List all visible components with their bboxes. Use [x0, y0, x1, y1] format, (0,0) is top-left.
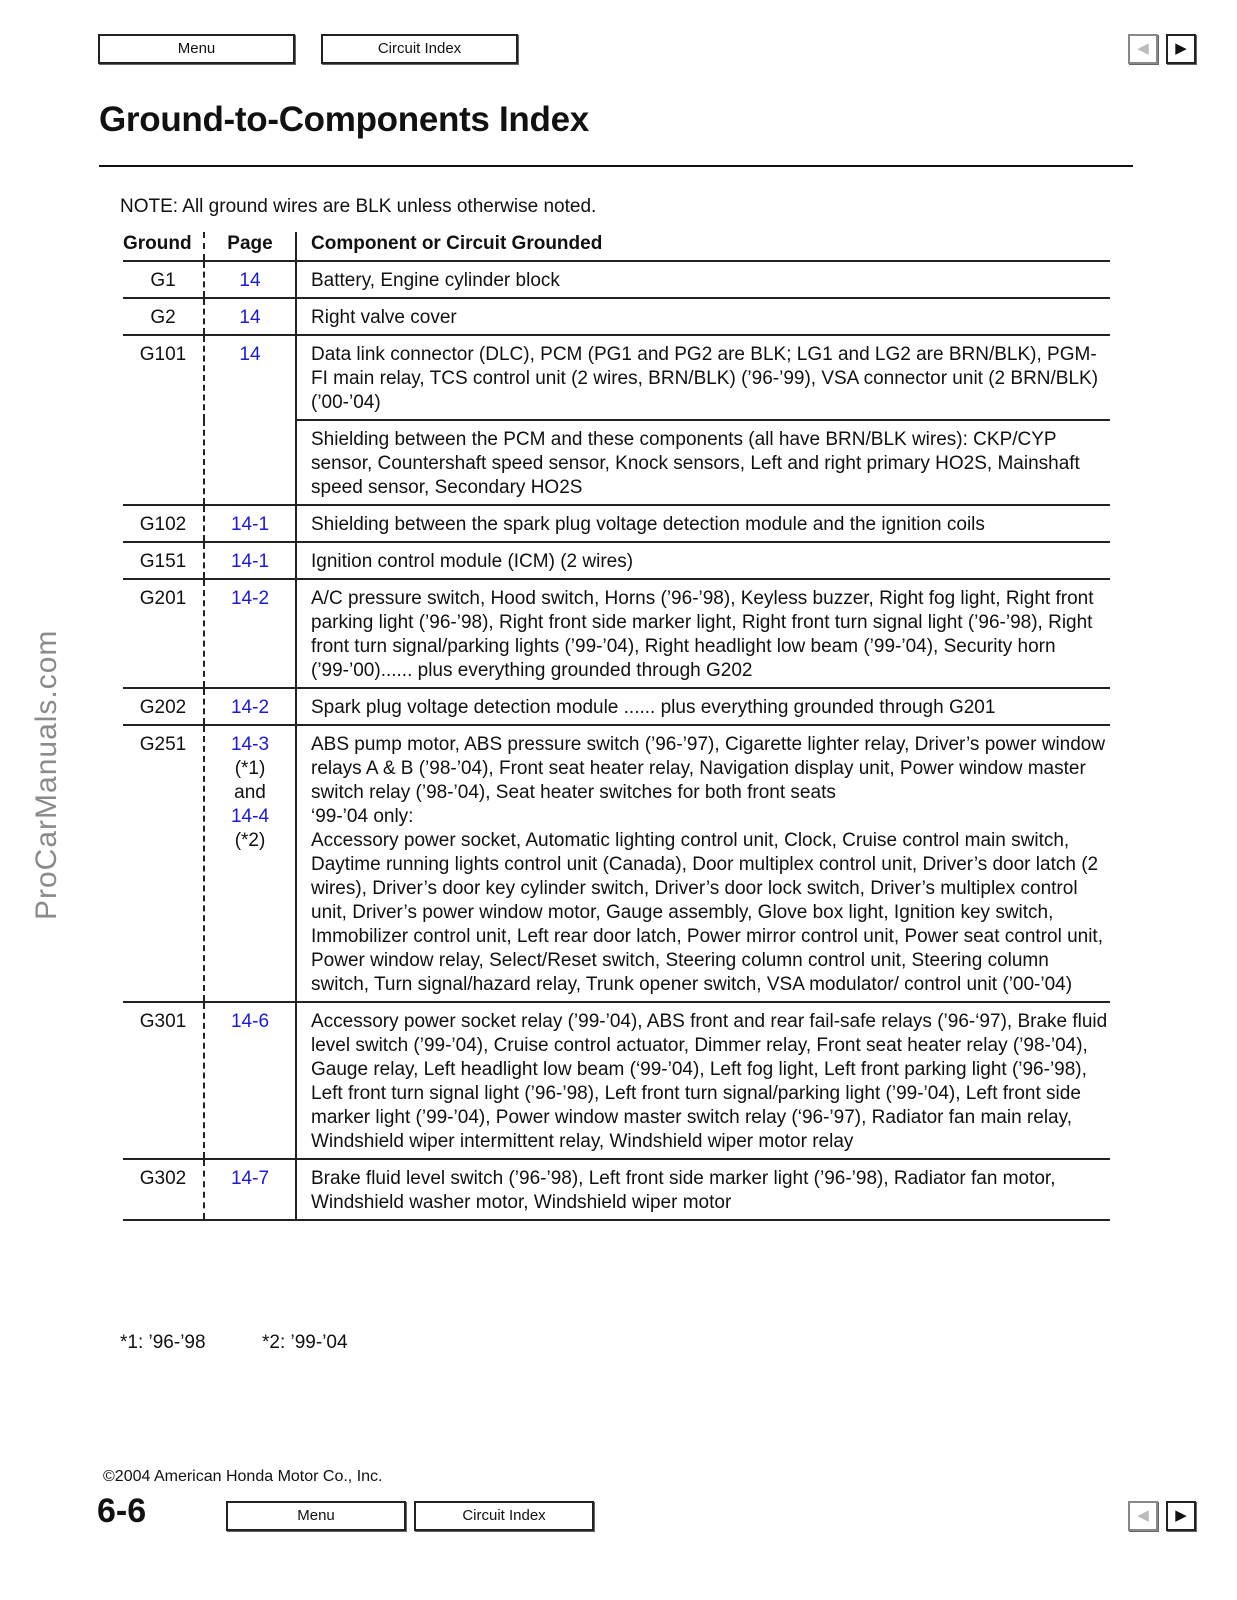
page-cell [204, 1159, 296, 1220]
table-row [123, 542, 1110, 579]
components-cell: Spark plug voltage detection module ...... plus everything grounded through G201 [296, 688, 1110, 725]
components-cell: Shielding between the PCM and these components (all have BRN/BLK wires): CKP/CYP sensor, Countershaft speed sensor, Knock sensors, Left and right primary HO2S, Mainshaft speed sensor, Secondary HO2S [296, 420, 1110, 505]
prev-page-icon-top[interactable]: ◀ [1128, 34, 1158, 64]
table-row [123, 505, 1110, 542]
page-cell [204, 725, 296, 1002]
title-divider [99, 165, 1133, 167]
note-text: NOTE: All ground wires are BLK unless otherwise noted. [120, 196, 597, 217]
components-cell: Brake fluid level switch (’96-’98), Left front side marker light (’96-’98), Radiator fan motor, Windshield washer motor, Windshield wiper motor [296, 1159, 1110, 1220]
ground-id: G251 [123, 725, 204, 1002]
table-row [123, 725, 1110, 1002]
page-link[interactable]: 14-3 [230, 734, 270, 755]
next-page-icon-bottom[interactable]: ▶ [1166, 1501, 1196, 1531]
circuit-index-button-bottom[interactable]: Circuit Index [414, 1501, 594, 1531]
components-cell: Battery, Engine cylinder block [296, 261, 1110, 298]
table-row [123, 579, 1110, 688]
page-link[interactable]: 14-2 [230, 588, 270, 609]
page-cell [204, 1002, 296, 1159]
page-footnote-ref: (*1) [234, 758, 266, 779]
menu-button-bottom[interactable]: Menu [226, 1501, 406, 1531]
components-text: Accessory power socket, Automatic lighting control unit, Clock, Cruise control main switch, Daytime running lights control unit (Canada), Door multiplex control unit, Driver’s door latch (2 wires), Driver’s door key cylinder switch, Driver’s door lock switch, Driver’s multiplex control unit, Driver’s power window motor, Gauge assembly, Glove box light, Ignition key switch, Immobilizer control unit, Left rear door latch, Power mirror control unit, Power seat control unit, Power window relay, Select/Reset switch, Steering column control unit, Steering column switch, Turn signal/hazard relay, Trunk opener switch, VSA modulator/ control unit (’00-’04) [311, 830, 1103, 995]
page-link[interactable]: 14-2 [230, 697, 270, 718]
page-cell [204, 579, 296, 688]
page-link[interactable]: 14-6 [230, 1011, 270, 1032]
page-cell [204, 335, 296, 505]
page-cell [204, 688, 296, 725]
components-cell: Data link connector (DLC), PCM (PG1 and PG2 are BLK; LG1 and LG2 are BRN/BLK), PGM-FI main relay, TCS control unit (2 wires, BRN/BLK) (’96-’99), VSA connector unit (2 BRN/BLK) (’00-’04) [296, 335, 1110, 420]
header-component: Component or Circuit Grounded [296, 232, 1110, 261]
ground-id: G201 [123, 579, 204, 688]
page-number: 6-6 [97, 1492, 147, 1530]
table-row [123, 1159, 1110, 1220]
ground-id: G102 [123, 505, 204, 542]
footnote-2: *2: ’99-’04 [262, 1332, 348, 1353]
ground-id: G302 [123, 1159, 204, 1220]
components-text: ABS pump motor, ABS pressure switch (’96-’97), Cigarette lighter relay, Driver’s power window relays A & B (’98-’04), Front seat heater relay, Navigation display unit, Power window master switch relay (’98-’04), Seat heater switches for both front seats [311, 734, 1106, 803]
copyright: ©2004 American Honda Motor Co., Inc. [103, 1468, 383, 1485]
menu-button-top[interactable]: Menu [98, 34, 295, 64]
next-page-icon-top[interactable]: ▶ [1166, 34, 1196, 64]
page-cell [204, 542, 296, 579]
page-link[interactable]: 14-4 [230, 806, 270, 827]
page-link[interactable]: 14-1 [230, 551, 270, 572]
page-title: Ground-to-Components Index [99, 100, 589, 139]
table-row [123, 688, 1110, 725]
page-link[interactable]: 14 [239, 307, 261, 328]
page-and: and [234, 782, 266, 803]
footnote-1: *1: ’96-’98 [120, 1332, 206, 1353]
ground-id: G202 [123, 688, 204, 725]
page-cell [204, 261, 296, 298]
ground-id: G1 [123, 261, 204, 298]
header-ground: Ground [123, 232, 204, 261]
components-cell [296, 725, 1110, 1002]
table-row [123, 335, 1110, 420]
ground-id: G101 [123, 335, 204, 505]
page-cell [204, 298, 296, 335]
prev-page-icon-bottom[interactable]: ◀ [1128, 1501, 1158, 1531]
table-header-row [123, 232, 1110, 261]
components-cell: Accessory power socket relay (’99-’04), ABS front and rear fail-safe relays (’96-‘97), Brake fluid level switch (’99-’04), Cruise control actuator, Dimmer relay, Front seat heater relay (’98-’04), Gauge relay, Left headlight low beam (‘99-’04), Left fog light, Left front parking light (’96-’98), Left front turn signal light (’96-’98), Left front turn signal/parking light (’99-’04), Left front side marker light (’99-’04), Power window master switch relay (‘96-’97), Radiator fan main relay, Windshield wiper intermittent relay, Windshield wiper motor relay [296, 1002, 1110, 1159]
ground-id: G301 [123, 1002, 204, 1159]
circuit-index-button-top[interactable]: Circuit Index [321, 34, 518, 64]
page-link[interactable]: 14-7 [230, 1168, 270, 1189]
components-cell: Right valve cover [296, 298, 1110, 335]
ground-id: G2 [123, 298, 204, 335]
components-cell: Ignition control module (ICM) (2 wires) [296, 542, 1110, 579]
table-row [123, 298, 1110, 335]
table-row [123, 1002, 1110, 1159]
page-link[interactable]: 14 [239, 270, 261, 291]
page-link[interactable]: 14 [239, 344, 261, 365]
page-footnote-ref: (*2) [234, 830, 266, 851]
ground-id: G151 [123, 542, 204, 579]
watermark: ProCarManuals.com [30, 629, 63, 920]
only-label: ‘99-’04 only: [311, 806, 414, 827]
table-row [123, 261, 1110, 298]
page-link[interactable]: 14-1 [230, 514, 270, 535]
header-page: Page [204, 232, 296, 261]
ground-components-table [123, 232, 1110, 1221]
page-cell [204, 505, 296, 542]
components-cell: Shielding between the spark plug voltage detection module and the ignition coils [296, 505, 1110, 542]
components-cell: A/C pressure switch, Hood switch, Horns (’96-’98), Keyless buzzer, Right fog light, Right front parking light (’96-’98), Right front side marker light, Right front turn signal light (’96-’98), Right front turn signal/parking lights (’99-’04), Right headlight low beam (’99-’04), Security horn (’99-’00)...... plus everything grounded through G202 [296, 579, 1110, 688]
